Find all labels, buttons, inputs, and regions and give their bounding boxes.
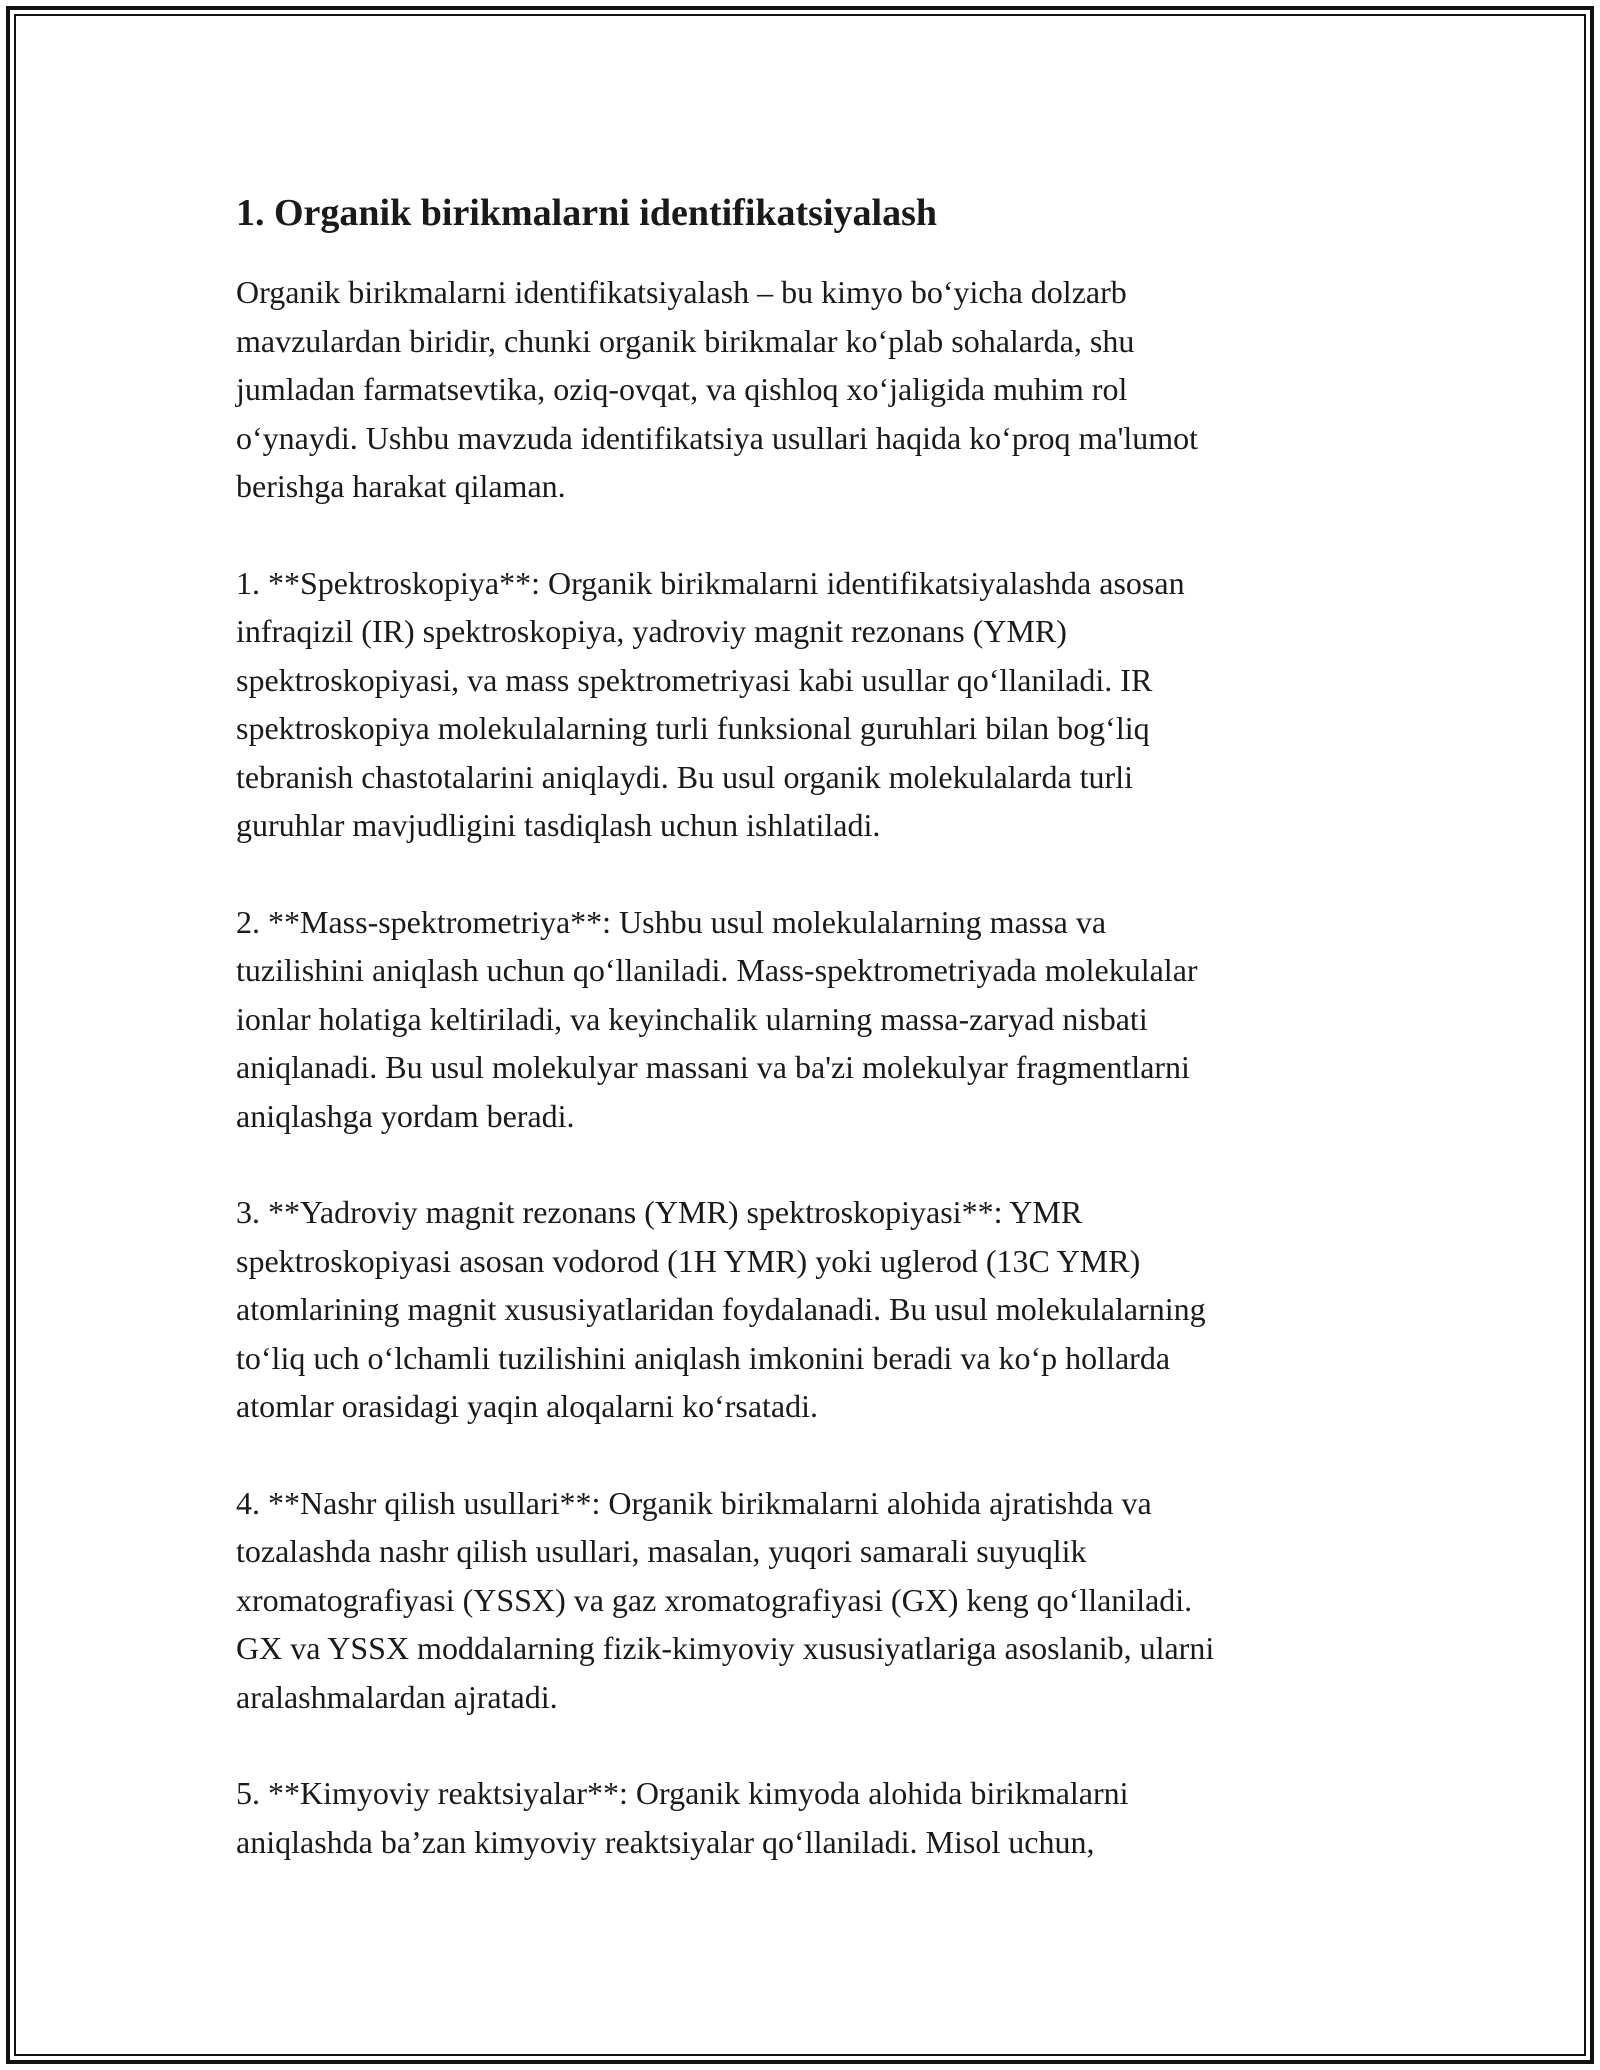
chemical-reactions-paragraph [236,1769,1376,1866]
text-line: GX va YSSX moddalarning fizik-kimyoviy xususiyatlariga asoslanib, ularni [236,1630,1215,1666]
text-line: atomlarining magnit xususiyatlaridan foydalanadi. Bu usul molekulalarning [236,1291,1206,1327]
text-line: spektroskopiya molekulalarning turli funksional guruhlari bilan bog‘liq [236,710,1150,746]
text-line: aniqlashga yordam beradi. [236,1097,575,1134]
text-line: aniqlashda ba’zan kimyoviy reaktsiyalar qo‘llaniladi. Misol uchun, [236,1823,1095,1860]
spectroscopy-paragraph [236,559,1376,850]
text-line: aralashmalardan ajratadi. [236,1678,558,1715]
section-heading: 1. Organik birikmalarni identifikatsiyalash [236,192,937,234]
text-line: atomlar orasidagi yaqin aloqalarni ko‘rsatadi. [236,1388,819,1424]
text-line: 3. **Yadroviy magnit rezonans (YMR) spektroskopiyasi**: YMR [236,1194,1083,1230]
text-line: guruhlar mavjudligini tasdiqlash uchun ishlatiladi. [236,807,881,843]
document-page [236,186,1376,1914]
text-line: xromatografiyasi (YSSX) va gaz xromatografiyasi (GX) keng qo‘llaniladi. [236,1581,1193,1618]
text-line: 5. **Kimyoviy reaktsiyalar**: Organik kimyoda alohida birikmalarni [236,1775,1129,1811]
chromatography-paragraph [236,1479,1376,1722]
text-line: berishga harakat qilaman. [236,468,566,504]
text-line: 2. **Mass-spektrometriya**: Ushbu usul molekulalarning massa va [236,903,1107,940]
text-line: 1. **Spektroskopiya**: Organik birikmalarni identifikatsiyalashda asosan [236,564,1185,601]
nmr-paragraph [236,1188,1376,1431]
text-line: tebranish chastotalarini aniqlaydi. Bu usul organik molekulalarda turli [236,758,1133,795]
text-line: aniqlanadi. Bu usul molekulyar massani va ba'zi molekulyar fragmentlarni [236,1049,1190,1085]
text-line: tuzilishini aniqlash uchun qo‘llaniladi. Mass-spektrometriyada molekulalar [236,952,1198,988]
text-line: spektroskopiyasi, va mass spektrometriyasi kabi usullar qo‘llaniladi. IR [236,661,1153,698]
text-line: infraqizil (IR) spektroskopiya, yadroviy magnit rezonans (YMR) [236,613,1067,649]
text-line: jumladan farmatsevtika, oziq-ovqat, va qishloq xo‘jaligida muhim rol [236,371,1128,407]
text-line: 4. **Nashr qilish usullari**: Organik birikmalarni alohida ajratishda va [236,1484,1152,1521]
text-line: to‘liq uch o‘lchamli tuzilishini aniqlash imkonini beradi va ko‘p hollarda [236,1339,1171,1376]
text-line: o‘ynaydi. Ushbu mavzuda identifikatsiya usullari haqida ko‘proq ma'lumot [236,419,1198,456]
intro-paragraph [236,268,1376,511]
text-line: mavzulardan biridir, chunki organik birikmalar ko‘plab sohalarda, shu [236,322,1135,359]
mass-spectrometry-paragraph [236,898,1376,1141]
text-line: tozalashda nashr qilish usullari, masalan, yuqori samarali suyuqlik [236,1533,1087,1569]
text-line: ionlar holatiga keltiriladi, va keyinchalik ularning massa-zaryad nisbati [236,1000,1148,1037]
text-line: Organik birikmalarni identifikatsiyalash – bu kimyo bo‘yicha dolzarb [236,274,1127,310]
text-line: spektroskopiyasi asosan vodorod (1H YMR) yoki uglerod (13C YMR) [236,1242,1141,1279]
